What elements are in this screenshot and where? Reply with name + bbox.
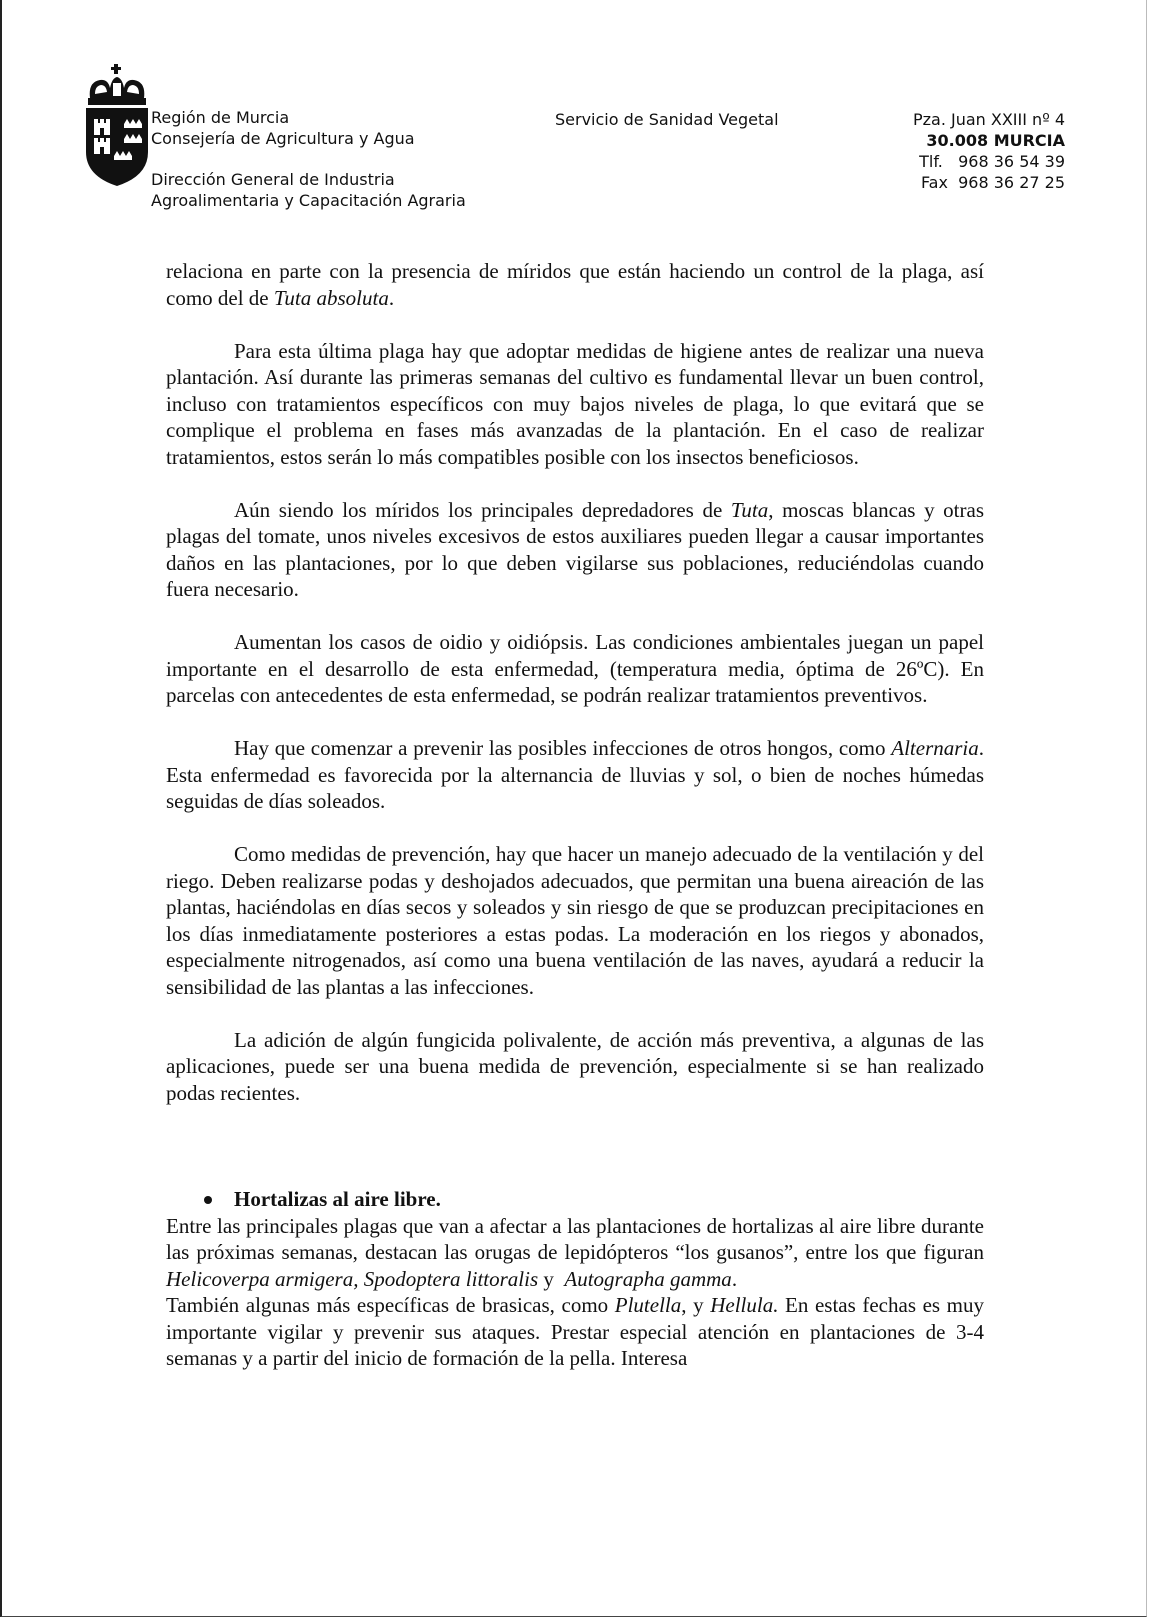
- header-region: Región de Murcia: [151, 108, 290, 127]
- header-phone: Tlf. 968 36 54 39: [919, 152, 1065, 171]
- paragraph-8: Entre las principales plagas que van a afectar a las plantaciones de hortalizas al aire libre durante las próximas semanas, destacan las orugas de lepidópteros “los gusanos”, entre los que figuran Helicoverpa armigera, Spodoptera littoralis y Autographa gamma.: [166, 1213, 984, 1291]
- header-address: [913, 109, 1065, 193]
- header-street: Pza. Juan XXIII nº 4: [912, 110, 1065, 129]
- header-department: Consejería de Agricultura y Agua: [151, 129, 415, 148]
- header-service: Servicio de Sanidad Vegetal: [555, 110, 779, 129]
- header-postal-city: 30.008 MURCIA: [926, 131, 1065, 150]
- paragraph-4: Aumentan los casos de oidio y oidiópsis. Las condiciones ambientales juegan un papel importante en el desarrollo de esta enfermedad, (temperatura media, óptima de 26ºC). En parcelas con antecedentes de esta enfermedad, se podrán realizar tratamientos preventivos.: [166, 630, 984, 707]
- header-directorate-line2: Agroalimentaria y Capacitación Agraria: [151, 191, 466, 210]
- section-title: Hortalizas al aire libre.: [234, 1187, 441, 1211]
- header-directorate-line1: Dirección General de Industria: [151, 170, 395, 189]
- paragraph-3: Aún siendo los míridos los principales depredadores de Tuta, moscas blancas y otras plagas del tomate, unos niveles excesivos de estos auxiliares pueden llegar a causar importantes daños en las plantaciones, por lo que deben vigilarse sus poblaciones, reduciéndolas cuando fuera necesario.: [166, 497, 984, 601]
- paragraph-9: También algunas más específicas de brasicas, como Plutella, y Hellula. En estas fechas es muy importante vigilar y prevenir sus ataques. Prestar especial atención en plantaciones de 3-4 semanas y a partir del inicio de formación de la pella. Interesa: [166, 1293, 985, 1370]
- header-institution: [151, 107, 466, 211]
- letterhead: [0, 0, 1149, 240]
- paragraph-6: Como medidas de prevención, hay que hacer un manejo adecuado de la ventilación y del riego. Deben realizarse podas y deshojados adecuados, que permitan una buena aireación de las plantas, haciéndolas en días secos y soleados y sin riesgo de que se produzcan precipitaciones en los días inmediatamente posteriores a estas podas. La moderación en los riegos y abonados, especialmente nitrogenados, así como una buena ventilación de las naves, ayudará a reducir la sensibilidad de las plantas a las infecciones.: [166, 842, 984, 999]
- paragraph-7: La adición de algún fungicida polivalente, de acción más preventiva, a algunas de las aplicaciones, puede ser una buena medida de prevención, especialmente si se han realizado podas recientes.: [166, 1027, 984, 1105]
- header-fax: Fax 968 36 27 25: [920, 173, 1065, 192]
- bullet-icon: [204, 1196, 212, 1204]
- paragraph-1: relaciona en parte con la presencia de míridos que están haciendo un control de la plaga, así como del de Tuta absoluta.: [166, 259, 984, 310]
- document-body: [166, 258, 984, 1372]
- region-murcia-emblem-icon: [86, 64, 148, 190]
- section-heading: [166, 1186, 984, 1213]
- paragraph-2: Para esta última plaga hay que adoptar medidas de higiene antes de realizar una nueva plantación. Así durante las primeras semanas del cultivo es fundamental llevar un buen control, incluso con tratamientos específicos con muy bajos niveles de plaga, lo que evitará que se complique el problema en fases más avanzadas de la plantación. En el caso de realizar tratamientos, estos serán lo más compatibles posible con los insectos beneficiosos.: [166, 338, 984, 469]
- paragraph-5: Hay que comenzar a prevenir las posibles infecciones de otros hongos, como Alternaria. Esta enfermedad es favorecida por la alternancia de lluvias y sol, o bien de noches húmedas seguidas de días soleados.: [166, 736, 984, 813]
